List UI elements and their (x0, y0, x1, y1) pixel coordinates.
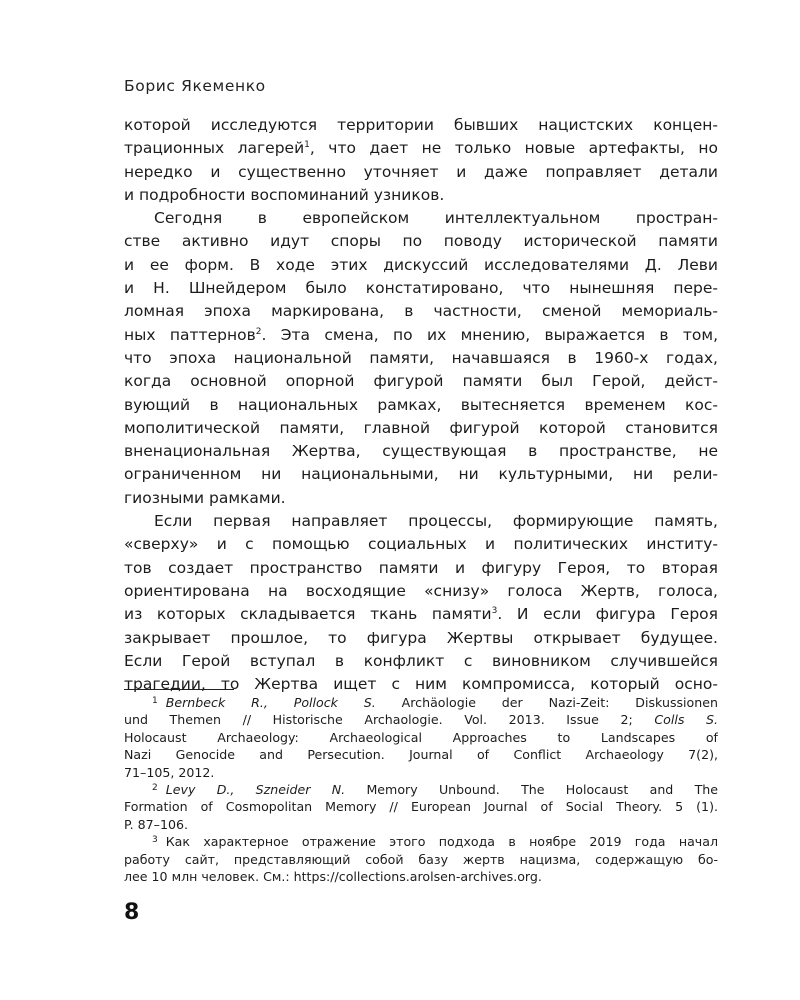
body-line: Если первая направляет процессы, формирующие память, (154, 512, 718, 531)
body-line: из которых складывается ткань памяти$^3$. И если фигура Героя (124, 605, 718, 624)
body-line: которой исследуются территории бывших нацистских концен- (124, 116, 718, 134)
body-line: ограниченном ни национальными, ни культурными, ни рели- (124, 465, 718, 484)
body-line: ных паттернов$^2$. Эта смена, по их мнению, выражается в том, (124, 325, 718, 344)
body-line: и ее форм. В ходе этих дискуссий исследователями Д. Леви (124, 255, 718, 274)
body-line: и подробности воспоминаний узников. (124, 185, 445, 204)
body-line: мополитической памяти, главной фигурой которой становится (124, 418, 718, 437)
body-line: ломная эпоха маркирована, в частности, сменой мемориаль- (124, 302, 718, 321)
footnote-line: работу сайт, представляющий собой базу жертв нацизма, содержащую бо- (124, 851, 718, 867)
body-line: гиозными рамками. (124, 488, 286, 507)
footnote-line: лее 10 млн человек. См.: https://collections.arolsen-archives.org. (124, 869, 542, 885)
body-line: нередко и существенно уточняет и даже поправляет детали (124, 162, 718, 181)
body-line: трагедии, то Жертва ищет с ним компромисса, который осно- (124, 675, 718, 694)
footnote-line: Holocaust Archaeology: Archaeological Approaches to Landscapes of (124, 729, 718, 745)
footnote-line: Nazi Genocide and Persecution. Journal of Conflict Archaeology 7(2), (124, 747, 718, 763)
footnote-marker: 1 (152, 696, 158, 706)
body-line: вненациональная Жертва, существующая в пространстве, не (124, 442, 718, 461)
body-line: вующий в национальных рамках, вытесняется временем кос- (124, 395, 718, 414)
footnote-1: $^1$ Bernbeck R., Pollock S. Archäologie der Nazi-Zeit: Diskussionen (152, 695, 718, 710)
footnote-marker: 3 (152, 835, 158, 846)
body-line: и Н. Шнейдером было констатировано, что нынешняя пере- (124, 279, 718, 298)
footnote-3: $^3$ Как характерное отражение этого подхода в ноябре 2019 года начал (152, 834, 718, 850)
body-line: тов создает пространство памяти и фигуру Героя, то вторая (124, 558, 718, 577)
footnote-2: $^2$ Levy D., Szneider N. Memory Unbound. The Holocaust and The (152, 782, 718, 798)
footnote-line: und Themen // Historische Archaologie. Vol. 2013. Issue 2; Colls S. (124, 712, 718, 728)
footnotes (124, 694, 718, 885)
footnote-line: P. 87–106. (124, 816, 189, 832)
footnote-ref-3[interactable]: 3 (491, 606, 498, 617)
footnote-line: Formation of Cosmopolitan Memory // European Journal of Social Theory. 5 (1). (124, 799, 718, 815)
body-line: Если Герой вступал в конфликт с виновником случившейся (124, 651, 718, 670)
footnote-marker: 2 (152, 783, 158, 794)
footnote-divider (124, 689, 234, 690)
body-line: ориентирована на восходящие «снизу» голоса Жертв, голоса, (124, 581, 718, 600)
footnote-ref-2[interactable]: 2 (255, 326, 262, 337)
body-line: закрывает прошлое, то фигура Жертвы открывает будущее. (124, 628, 718, 647)
footnote-ref-1[interactable]: 1 (304, 140, 310, 151)
body-line: когда основной опорной фигурой памяти был Герой, дейст- (124, 372, 718, 391)
body-line: что эпоха национальной памяти, начавшаяся в 1960-х годах, (124, 348, 718, 367)
body-line: трационных лагерей$^1$, что дает не только новые артефакты, но (124, 139, 718, 158)
body-line: стве активно идут споры по поводу исторической памяти (124, 232, 718, 251)
page-number: 8 (124, 900, 140, 925)
footnote-line: 71–105, 2012. (124, 764, 215, 780)
body-text (124, 114, 718, 696)
body-line: «сверху» и с помощью социальных и политических институ- (124, 535, 718, 554)
body-line: Сегодня в европейском интеллектуальном простран- (154, 209, 718, 228)
running-head: Борис Якеменко (124, 77, 266, 95)
